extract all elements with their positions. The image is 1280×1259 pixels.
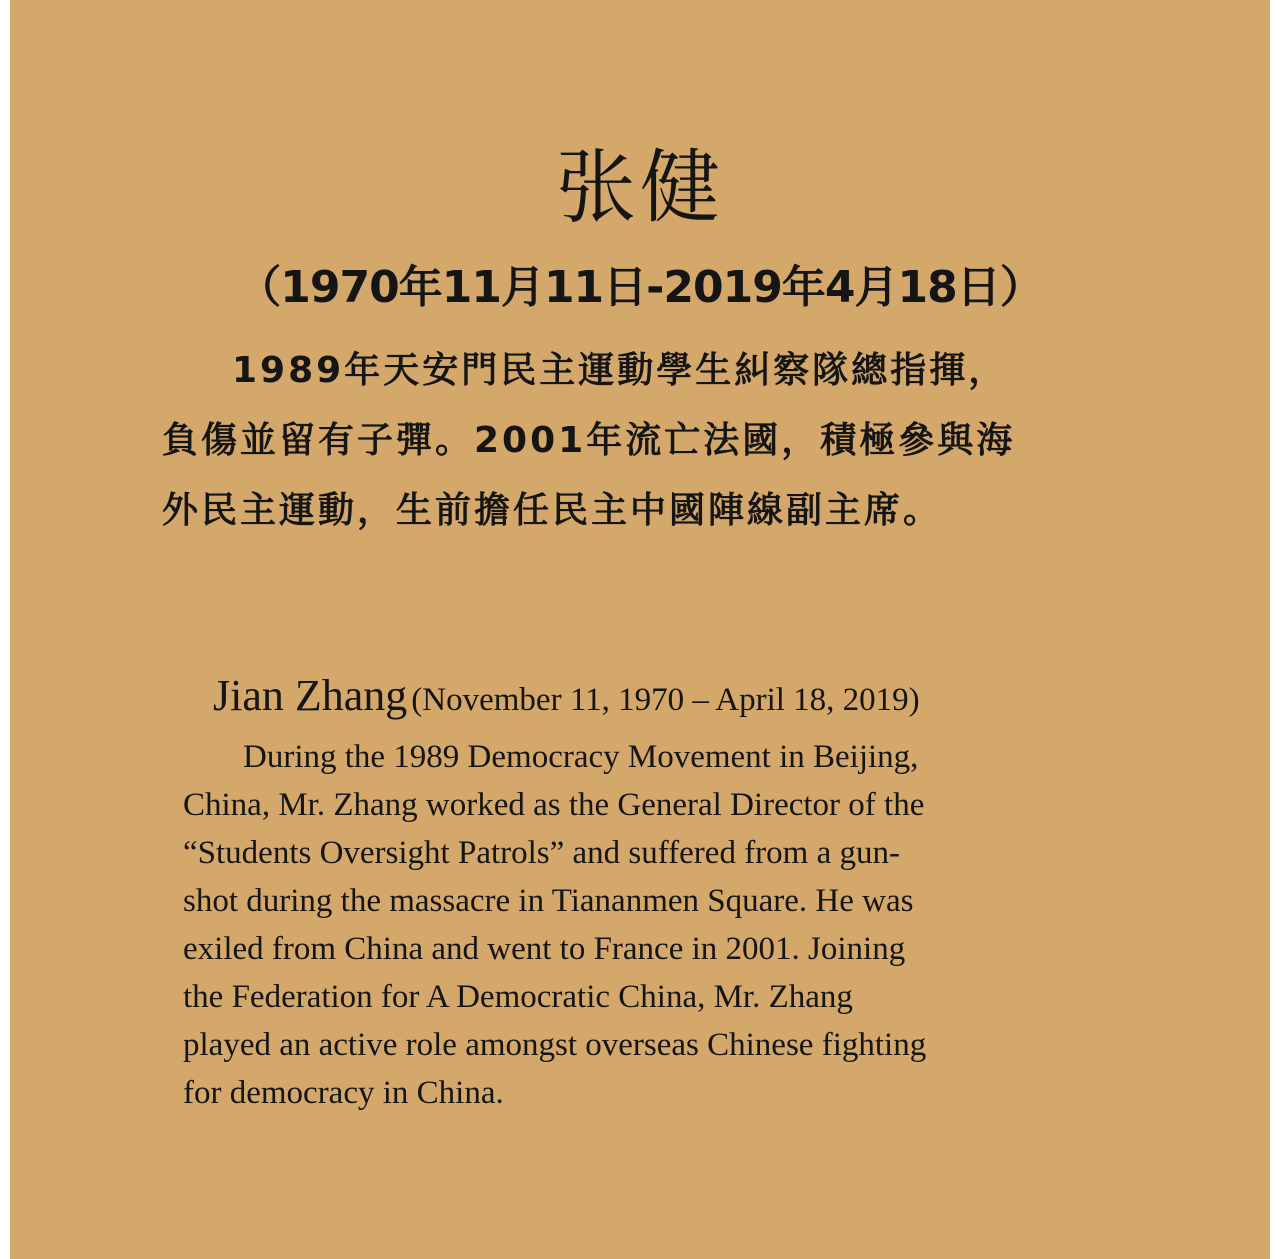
- english-bio-line: During the 1989 Democracy Movement in Beijing,: [243, 739, 919, 775]
- english-bio-line: for democracy in China.: [183, 1075, 504, 1111]
- english-bio: [183, 733, 1098, 1117]
- chinese-bio-line-2: 負傷並留有子彈。2001年流亡法國，積極參與海: [162, 420, 1016, 461]
- english-bio-line: played an active role amongst overseas Chinese fighting: [183, 1027, 927, 1063]
- chinese-dates: （1970年11月11日-2019年4月18日）: [237, 262, 1043, 313]
- english-bio-line: the Federation for A Democratic China, Mr. Zhang: [183, 979, 853, 1015]
- english-heading: [213, 668, 920, 728]
- chinese-name: 张健: [556, 141, 724, 234]
- chinese-bio-line-3: 外民主運動，生前擔任民主中國陣線副主席。: [162, 490, 943, 531]
- english-dates: (November 11, 1970 – April 18, 2019): [411, 682, 920, 718]
- english-bio-line: shot during the massacre in Tiananmen Square. He was: [183, 883, 914, 919]
- english-bio-line: “Students Oversight Patrols” and suffered from a gun-: [183, 835, 900, 871]
- english-bio-line: exiled from China and went to France in 2001. Joining: [183, 931, 906, 967]
- english-bio-line: China, Mr. Zhang worked as the General Director of the: [183, 787, 925, 823]
- english-name: Jian Zhang: [213, 671, 408, 720]
- chinese-bio-line-1: 1989年天安門民主運動學生糾察隊總指揮，: [232, 350, 1008, 391]
- memorial-plaque: [10, 0, 1270, 1259]
